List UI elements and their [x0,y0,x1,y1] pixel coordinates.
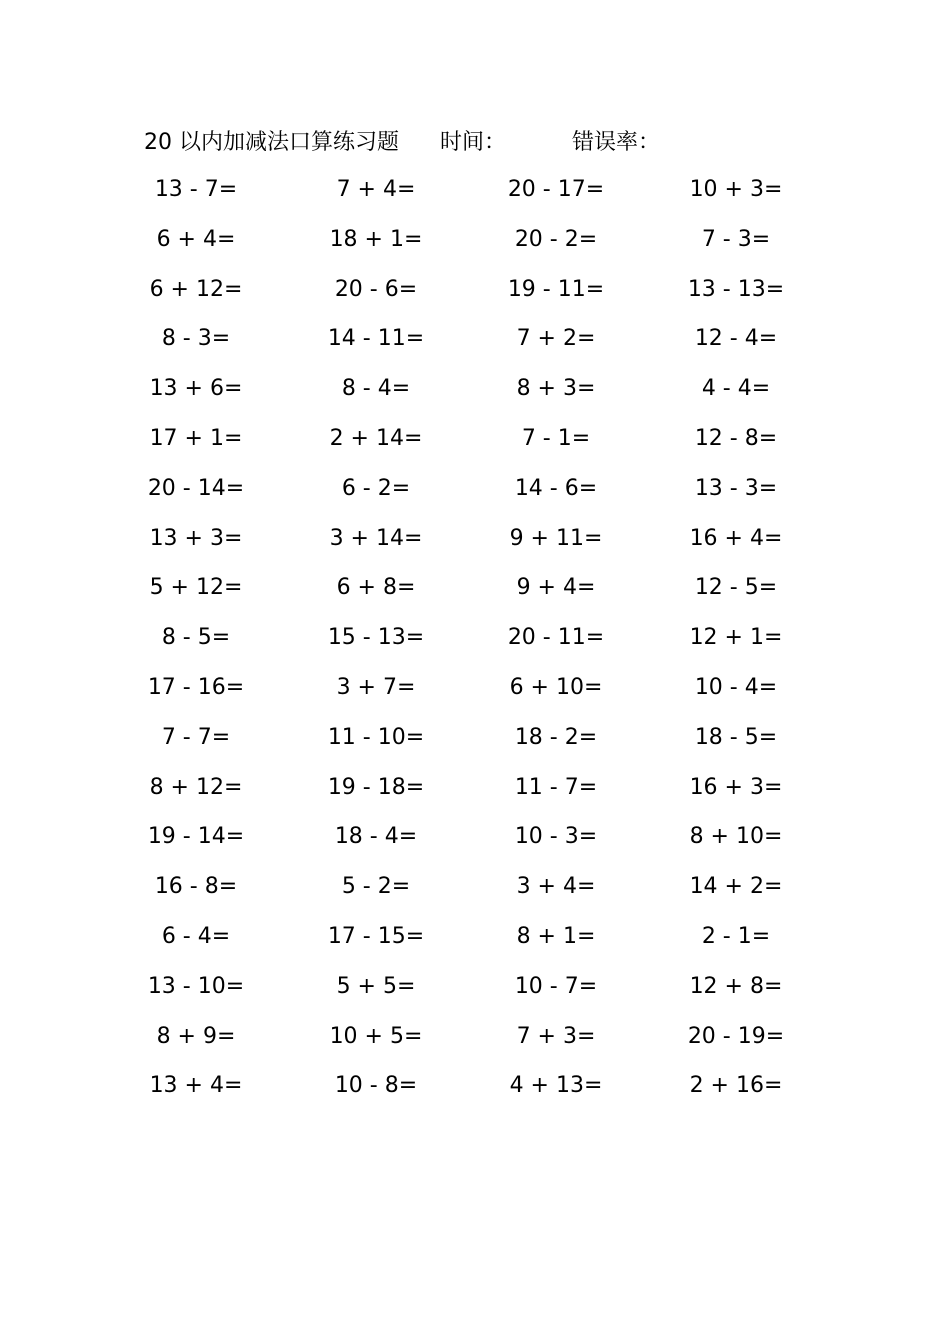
math-problem: 14 - 6= [514,475,598,501]
problem-row [0,1017,950,1067]
math-problem: 10 - 8= [334,1073,418,1099]
math-problem: 12 - 5= [694,575,778,601]
math-problem: 8 + 12= [149,774,243,800]
math-problem: 17 + 1= [149,425,243,451]
math-problem: 10 - 7= [514,973,598,999]
math-problem: 3 + 14= [329,525,423,551]
math-problem: 2 - 1= [701,923,771,949]
problem-row [0,369,950,419]
problem-row [0,170,950,220]
math-problem: 20 - 19= [687,1023,785,1049]
math-problem: 3 + 7= [336,674,416,700]
problem-row [0,768,950,818]
math-problem: 20 - 17= [507,177,605,202]
math-problem: 10 + 5= [329,1023,423,1049]
math-problem: 18 + 1= [329,226,423,252]
math-problem: 7 + 2= [516,326,596,352]
math-problem: 20 - 6= [334,276,418,302]
math-problem: 6 + 12= [149,276,243,302]
math-problem: 17 - 15= [327,923,425,949]
math-problem: 8 + 10= [689,824,783,850]
math-problem: 18 - 5= [694,724,778,750]
math-problem: 13 + 6= [149,376,243,402]
math-problem: 6 + 8= [336,575,416,601]
math-problem: 7 + 3= [516,1023,596,1049]
math-problem: 8 + 1= [516,923,596,949]
math-problem: 18 - 2= [514,724,598,750]
math-problem: 20 - 2= [514,226,598,252]
math-problem: 4 - 4= [701,376,771,402]
problem-row [0,319,950,369]
problem-row [0,519,950,569]
problem-row [0,419,950,469]
problem-row [0,867,950,917]
math-problem: 16 + 4= [689,525,783,551]
math-problem: 12 - 4= [694,326,778,352]
problem-row [0,668,950,718]
math-problem: 19 - 14= [147,824,245,850]
time-label: 时间： [440,130,507,155]
math-problem: 10 + 3= [689,177,783,202]
worksheet-header [144,125,784,161]
problem-row [0,1066,950,1116]
math-problem: 4 + 13= [509,1073,603,1099]
math-problem: 16 - 8= [154,874,238,900]
math-problem: 8 + 3= [516,376,596,402]
math-problem: 2 + 14= [329,425,423,451]
math-problem: 12 - 8= [694,425,778,451]
math-problem: 13 + 4= [149,1073,243,1099]
error-rate-label: 错误率： [572,130,661,155]
problem-row [0,220,950,270]
math-problem: 18 - 4= [334,824,418,850]
math-problem: 14 - 11= [327,326,425,352]
math-problem: 9 + 11= [509,525,603,551]
math-problem: 12 + 8= [689,973,783,999]
math-problem: 7 + 4= [336,177,416,202]
math-problem: 6 - 4= [161,923,231,949]
math-problem: 15 - 13= [327,625,425,651]
math-problem: 13 - 13= [687,276,785,302]
math-problem: 19 - 11= [507,276,605,302]
math-problem: 8 + 9= [156,1023,236,1049]
math-problem: 16 + 3= [689,774,783,800]
math-problem: 13 + 3= [149,525,243,551]
math-problem: 7 - 3= [701,226,771,252]
math-problem: 10 - 3= [514,824,598,850]
math-problem: 10 - 4= [694,674,778,700]
math-problem: 5 - 2= [341,874,411,900]
math-problem: 17 - 16= [147,674,245,700]
problem-grid [0,170,950,1116]
math-problem: 2 + 16= [689,1073,783,1099]
problem-row [0,917,950,967]
math-problem: 12 + 1= [689,625,783,651]
problem-row [0,817,950,867]
math-problem: 19 - 18= [327,774,425,800]
math-problem: 20 - 14= [147,475,245,501]
math-problem: 6 - 2= [341,475,411,501]
problem-row [0,618,950,668]
problem-row [0,568,950,618]
math-problem: 11 - 7= [514,774,598,800]
problem-row [0,469,950,519]
problem-row [0,270,950,320]
math-problem: 8 - 5= [161,625,231,651]
math-problem: 7 - 1= [521,425,591,451]
math-problem: 8 - 4= [341,376,411,402]
math-problem: 9 + 4= [516,575,596,601]
math-problem: 20 - 11= [507,625,605,651]
math-problem: 5 + 5= [336,973,416,999]
math-problem: 7 - 7= [161,724,231,750]
math-problem: 13 - 10= [147,973,245,999]
math-problem: 14 + 2= [689,874,783,900]
math-problem: 6 + 10= [509,674,603,700]
math-problem: 6 + 4= [156,226,236,252]
math-problem: 13 - 7= [154,177,238,202]
math-problem: 3 + 4= [516,874,596,900]
math-problem: 13 - 3= [694,475,778,501]
math-problem: 11 - 10= [327,724,425,750]
math-problem: 5 + 12= [149,575,243,601]
math-problem: 8 - 3= [161,326,231,352]
problem-row [0,718,950,768]
problem-row [0,967,950,1017]
worksheet-title: 20 以内加减法口算练习题 [144,130,399,155]
